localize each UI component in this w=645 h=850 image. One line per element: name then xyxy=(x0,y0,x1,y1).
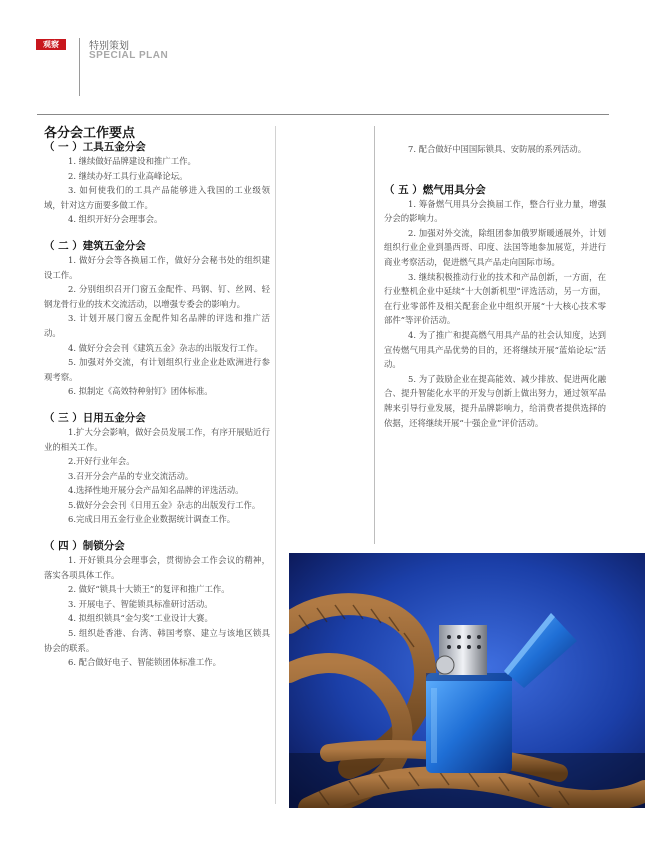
list-item: 2. 分别组织召开门窗五金配件、玛钢、钉、丝网、轻钢龙骨行业的技术交流活动，以增强专委会的影响力。 xyxy=(44,284,270,309)
list-item: 5. 为了鼓励企业在提高能效、减少排放、促进两化融合、提升智能化水平的开发与创新上做出努力，通过领军品牌来引导行业发展，提升品牌影响力，给消费者提供选择的依据，还将继续开展“十强企业”评价活动。 xyxy=(384,373,606,428)
column-tag: 观察 xyxy=(36,39,66,50)
list-item: 2.开好行业年会。 xyxy=(68,456,135,467)
list-item: 4.选择性地开展分会产品知名品牌的评选活动。 xyxy=(68,485,244,496)
list-item: 4. 拟组织锁具“金匀奖”工业设计大赛。 xyxy=(68,613,213,624)
section-building xyxy=(44,239,270,399)
list-item: 2. 做好“锁具十大锁王”的复评和推广工作。 xyxy=(68,584,230,595)
list-item: 7. 配合做好中国国际锁具、安防展的系列活动。 xyxy=(408,144,587,154)
list-item: 5. 组织赴香港、台湾、韩国考察、建立与该地区锁具协会的联系。 xyxy=(44,628,270,653)
list-item: 3. 继续积极推动行业的技术和产品创新，一方面，在行业整机企业中延续“十大创新机型”评选活动，另一方面，在行业零部件及相关配套企业中组织开展“十大核心技术零部件”等评价活动。 xyxy=(384,271,606,326)
list-item: 4. 组织开好分会理事会。 xyxy=(68,214,163,225)
list-item: 3.召开分会产品的专业交流活动。 xyxy=(68,470,194,481)
section-heading: （ 二 ）建筑五金分会 xyxy=(44,239,146,252)
list-item: 1.扩大分会影响，做好会员发展工作，有序开展贴近行业的相关工作。 xyxy=(44,426,270,452)
list-item: 2. 加强对外交流，除组团参加俄罗斯暖通展外，计划组织行业企业到墨西哥、印度、法国等地参加展览，并进行商业考察活动，促进燃气具产品走向国际市场。 xyxy=(384,227,606,267)
section-locks xyxy=(44,539,270,670)
list-item: 6. 拟制定《高效特种射钉》团体标准。 xyxy=(68,386,213,397)
section-heading: （ 五 ）燃气用具分会 xyxy=(384,183,486,196)
list-item: 2. 继续办好工具行业高峰论坛。 xyxy=(68,170,188,181)
column-divider-left xyxy=(275,126,276,804)
list-item: 1. 继续做好品牌建设和推广工作。 xyxy=(68,156,196,166)
column-divider-right xyxy=(374,126,375,544)
section-gas xyxy=(384,183,606,431)
photo-illustration xyxy=(289,553,645,808)
list-item: 5. 加强对外交流，有计划组织行业企业赴欧洲进行参观考察。 xyxy=(44,357,270,382)
right-column xyxy=(384,142,606,442)
list-item: 1. 做好分会等各换届工作，做好分会秘书处的组织建设工作。 xyxy=(44,254,270,280)
list-item: 3. 计划开展门窗五金配件知名品牌的评选和推广活动。 xyxy=(44,313,270,338)
section-heading: （ 三 ）日用五金分会 xyxy=(44,411,146,424)
section-daily xyxy=(44,411,270,527)
list-item: 6.完成日用五金行业企业数据统计调查工作。 xyxy=(68,514,236,525)
list-item: 3. 开展电子、智能锁具标准研讨活动。 xyxy=(68,598,213,609)
top-rule xyxy=(37,114,609,115)
list-item: 1. 开好锁具分会理事会，贯彻协会工作会议的精神，落实各项具体工作。 xyxy=(44,555,270,580)
list-item: 1. 筹备燃气用具分会换届工作，整合行业力量，增强分会的影响力。 xyxy=(384,198,606,224)
left-column xyxy=(44,140,270,682)
section-heading: （ 一 ）工具五金分会 xyxy=(44,141,146,153)
section-title-en: SPECIAL PLAN xyxy=(89,50,169,61)
lighter-and-rope-photo xyxy=(289,553,645,808)
list-item: 3. 如何使我们的工具产品能够进入我国的工业级领域，针对这方面要多做工作。 xyxy=(44,185,270,210)
section-tools xyxy=(44,140,270,227)
article-title: 各分会工作要点 xyxy=(44,126,136,141)
section-heading: （ 四 ）制锁分会 xyxy=(44,540,125,553)
header-divider xyxy=(79,38,80,96)
section-title-cn: 特别策划 xyxy=(89,41,129,52)
list-item: 4. 做好分会会刊《建筑五金》杂志的出版发行工作。 xyxy=(68,342,263,353)
list-item: 6. 配合做好电子、智能锁团体标准工作。 xyxy=(68,657,222,668)
list-item: 5.做好分会会刊《日用五金》杂志的出版发行工作。 xyxy=(68,499,261,510)
list-item: 4. 为了推广和提高燃气用具产品的社会认知度，达到宣传燃气用具产品优势的目的，还将继续开展“蓝焰论坛”活动。 xyxy=(384,329,606,370)
section-locks-continued xyxy=(384,142,606,157)
